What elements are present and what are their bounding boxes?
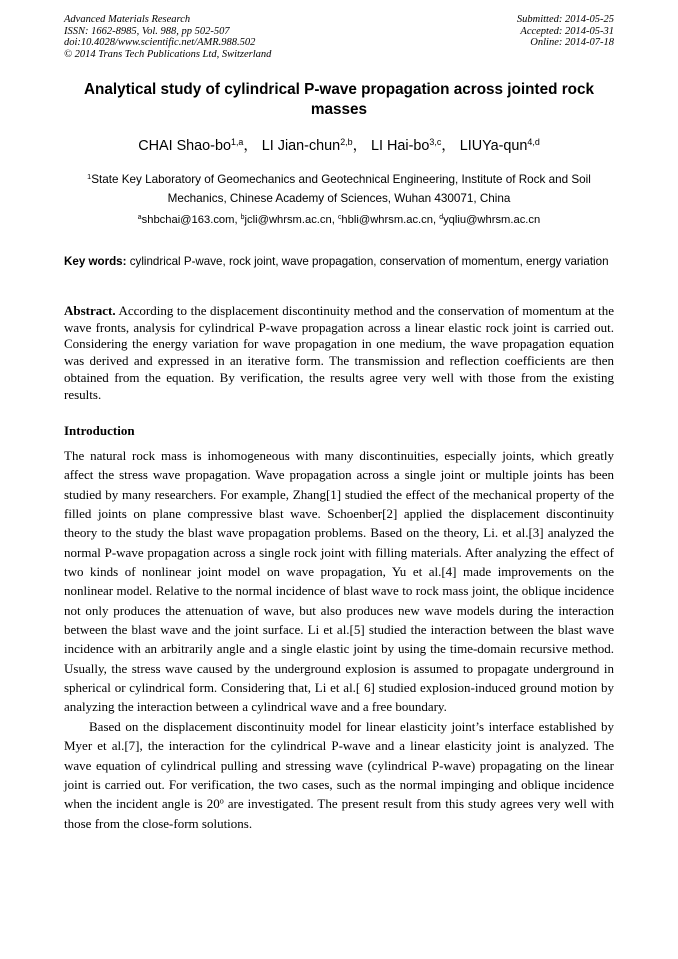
paragraph: The natural rock mass is inhomogeneous with many discontinuities, especially joints, which greatly affect the stress wave propagation. Wave propagation across a single joint or multiple joints has been studied by many researchers. For example, Zhang[1] studied the effect of the mechanical property of the filled joints on plane compressive blast wave. Schoenber[2] applied the displacement discontinuity theory to the study the blast wave propagation problems. Based on the theory, Li. et al.[3] analyzed the normal P-wave propagation across a single rock joint with filling materials. After analyzing the effect of two kinds of nonlinear joint model on wave propagation, Yu et al.[4] made improvements on the nonlinear model. Relative to the normal incidence of blast wave to rock mass joint, the oblique incidence not only produces the attenuation of wave, but also produces new wave models during the interaction between the blast wave and the joint surface. Li et al.[5] studied the interaction between the blast wave incidence with an arbitrarily angle and a single elastic joint by using the time-domain recursive method. Usually, the stress wave caused by the underground explosion is assumed to propagate underground in spherical or cylindrical form. Considering that, Li et al.[ 6] studied explosion-induced ground motion by analyzing the interaction between a cylindrical wave and a free boundary. bbox=[64, 448, 614, 715]
affiliation bbox=[64, 170, 614, 208]
author-name: LI Hai-bo bbox=[370, 138, 430, 154]
journal-issn: ISSN: 1662-8985, Vol. 988, pp 502-507 bbox=[64, 25, 230, 37]
author-affiliation-mark: 2,b bbox=[340, 137, 353, 148]
keywords-label: Key words: bbox=[64, 255, 127, 268]
author-email: hbli@whrsm.ac.cn bbox=[341, 214, 433, 226]
online-date: Online: 2014-07-18 bbox=[530, 37, 614, 49]
journal-info bbox=[64, 14, 271, 60]
author-affiliation-mark: 4,d bbox=[527, 137, 540, 148]
paragraph: Based on the displacement discontinuity model for linear elasticity joint’s interface established by Myer et al.[7], the interaction for the cylindrical P-wave and a linear elasticity joint is analyzed. The wave equation of cylindrical pulling and stressing wave (cylindrical P-wave) propagating on the linear joint is carried out. For verification, the two cases, such as the normal impinging and oblique incidence when the incident angle is 20$^o$ are investigated. The present result from this study agrees very well with those from the close-form solutions. bbox=[64, 718, 614, 831]
author-name: LIUYa-qun bbox=[459, 138, 528, 154]
publication-dates bbox=[517, 14, 614, 49]
abstract-text: According to the displacement discontinuity method and the conservation of momentum at the wave fronts, analysis for cylindrical P-wave propagation across a linear elastic rock joint is carried out. Considering the energy variation for wave propagation in one medium, the wave propagation equation was derived and expressed in an iterative form. The transmission and reflection coefficients are then obtained from the equation. By verification, the results agree very well with those from the existing results. bbox=[64, 303, 614, 402]
accepted-date: Accepted: 2014-05-31 bbox=[520, 25, 614, 37]
keywords-text: cylindrical P-wave, rock joint, wave propagation, conservation of momentum, energy variation bbox=[126, 255, 609, 268]
section-heading-introduction: Introduction bbox=[64, 423, 135, 438]
author-list: CHAI Shao-bo$^{1,a}$， LI Jian-chun$^{2,b}$， LI Hai-bo$^{3,c}$， LIUYa-qun$^{4,d}$ bbox=[138, 137, 540, 154]
journal-doi: doi:10.4028/www.scientific.net/AMR.988.502 bbox=[64, 37, 256, 49]
degree-mark: o bbox=[219, 796, 224, 806]
author-affiliation-mark: 1,a bbox=[230, 137, 244, 148]
paper-title: Analytical study of cylindrical P-wave propagation across jointed rock masses bbox=[83, 81, 595, 118]
abstract bbox=[64, 303, 614, 403]
author-email: shbchai@163.com bbox=[141, 214, 235, 226]
affiliation-text: State Key Laboratory of Geomechanics and Geotechnical Engineering, Institute of Rock and Soil Mechanics, Chinese Academy of Sciences, Wuhan 430071, China bbox=[91, 173, 591, 205]
keywords bbox=[64, 253, 614, 271]
journal-name: Advanced Materials Research bbox=[64, 14, 191, 25]
author-name: LI Jian-chun bbox=[261, 138, 341, 154]
author-name: CHAI Shao-bo bbox=[138, 138, 231, 154]
author-email: jcli@whrsm.ac.cn bbox=[244, 214, 332, 226]
author-affiliation-mark: 3,c bbox=[429, 137, 442, 148]
submitted-date: Submitted: 2014-05-25 bbox=[516, 14, 614, 25]
author-email: yqliu@whrsm.ac.cn bbox=[443, 214, 541, 226]
affiliation-mark: 1 bbox=[87, 172, 92, 182]
abstract-label: Abstract. bbox=[64, 303, 116, 318]
journal-copyright: © 2014 Trans Tech Publications Ltd, Switzerland bbox=[64, 48, 272, 60]
introduction-body bbox=[64, 446, 614, 833]
email-list: $^a$shbchai@163.com, $^b$jcli@whrsm.ac.cn, $^c$hbli@whrsm.ac.cn, $^d$yqliu@whrsm.ac.cn bbox=[137, 214, 541, 226]
